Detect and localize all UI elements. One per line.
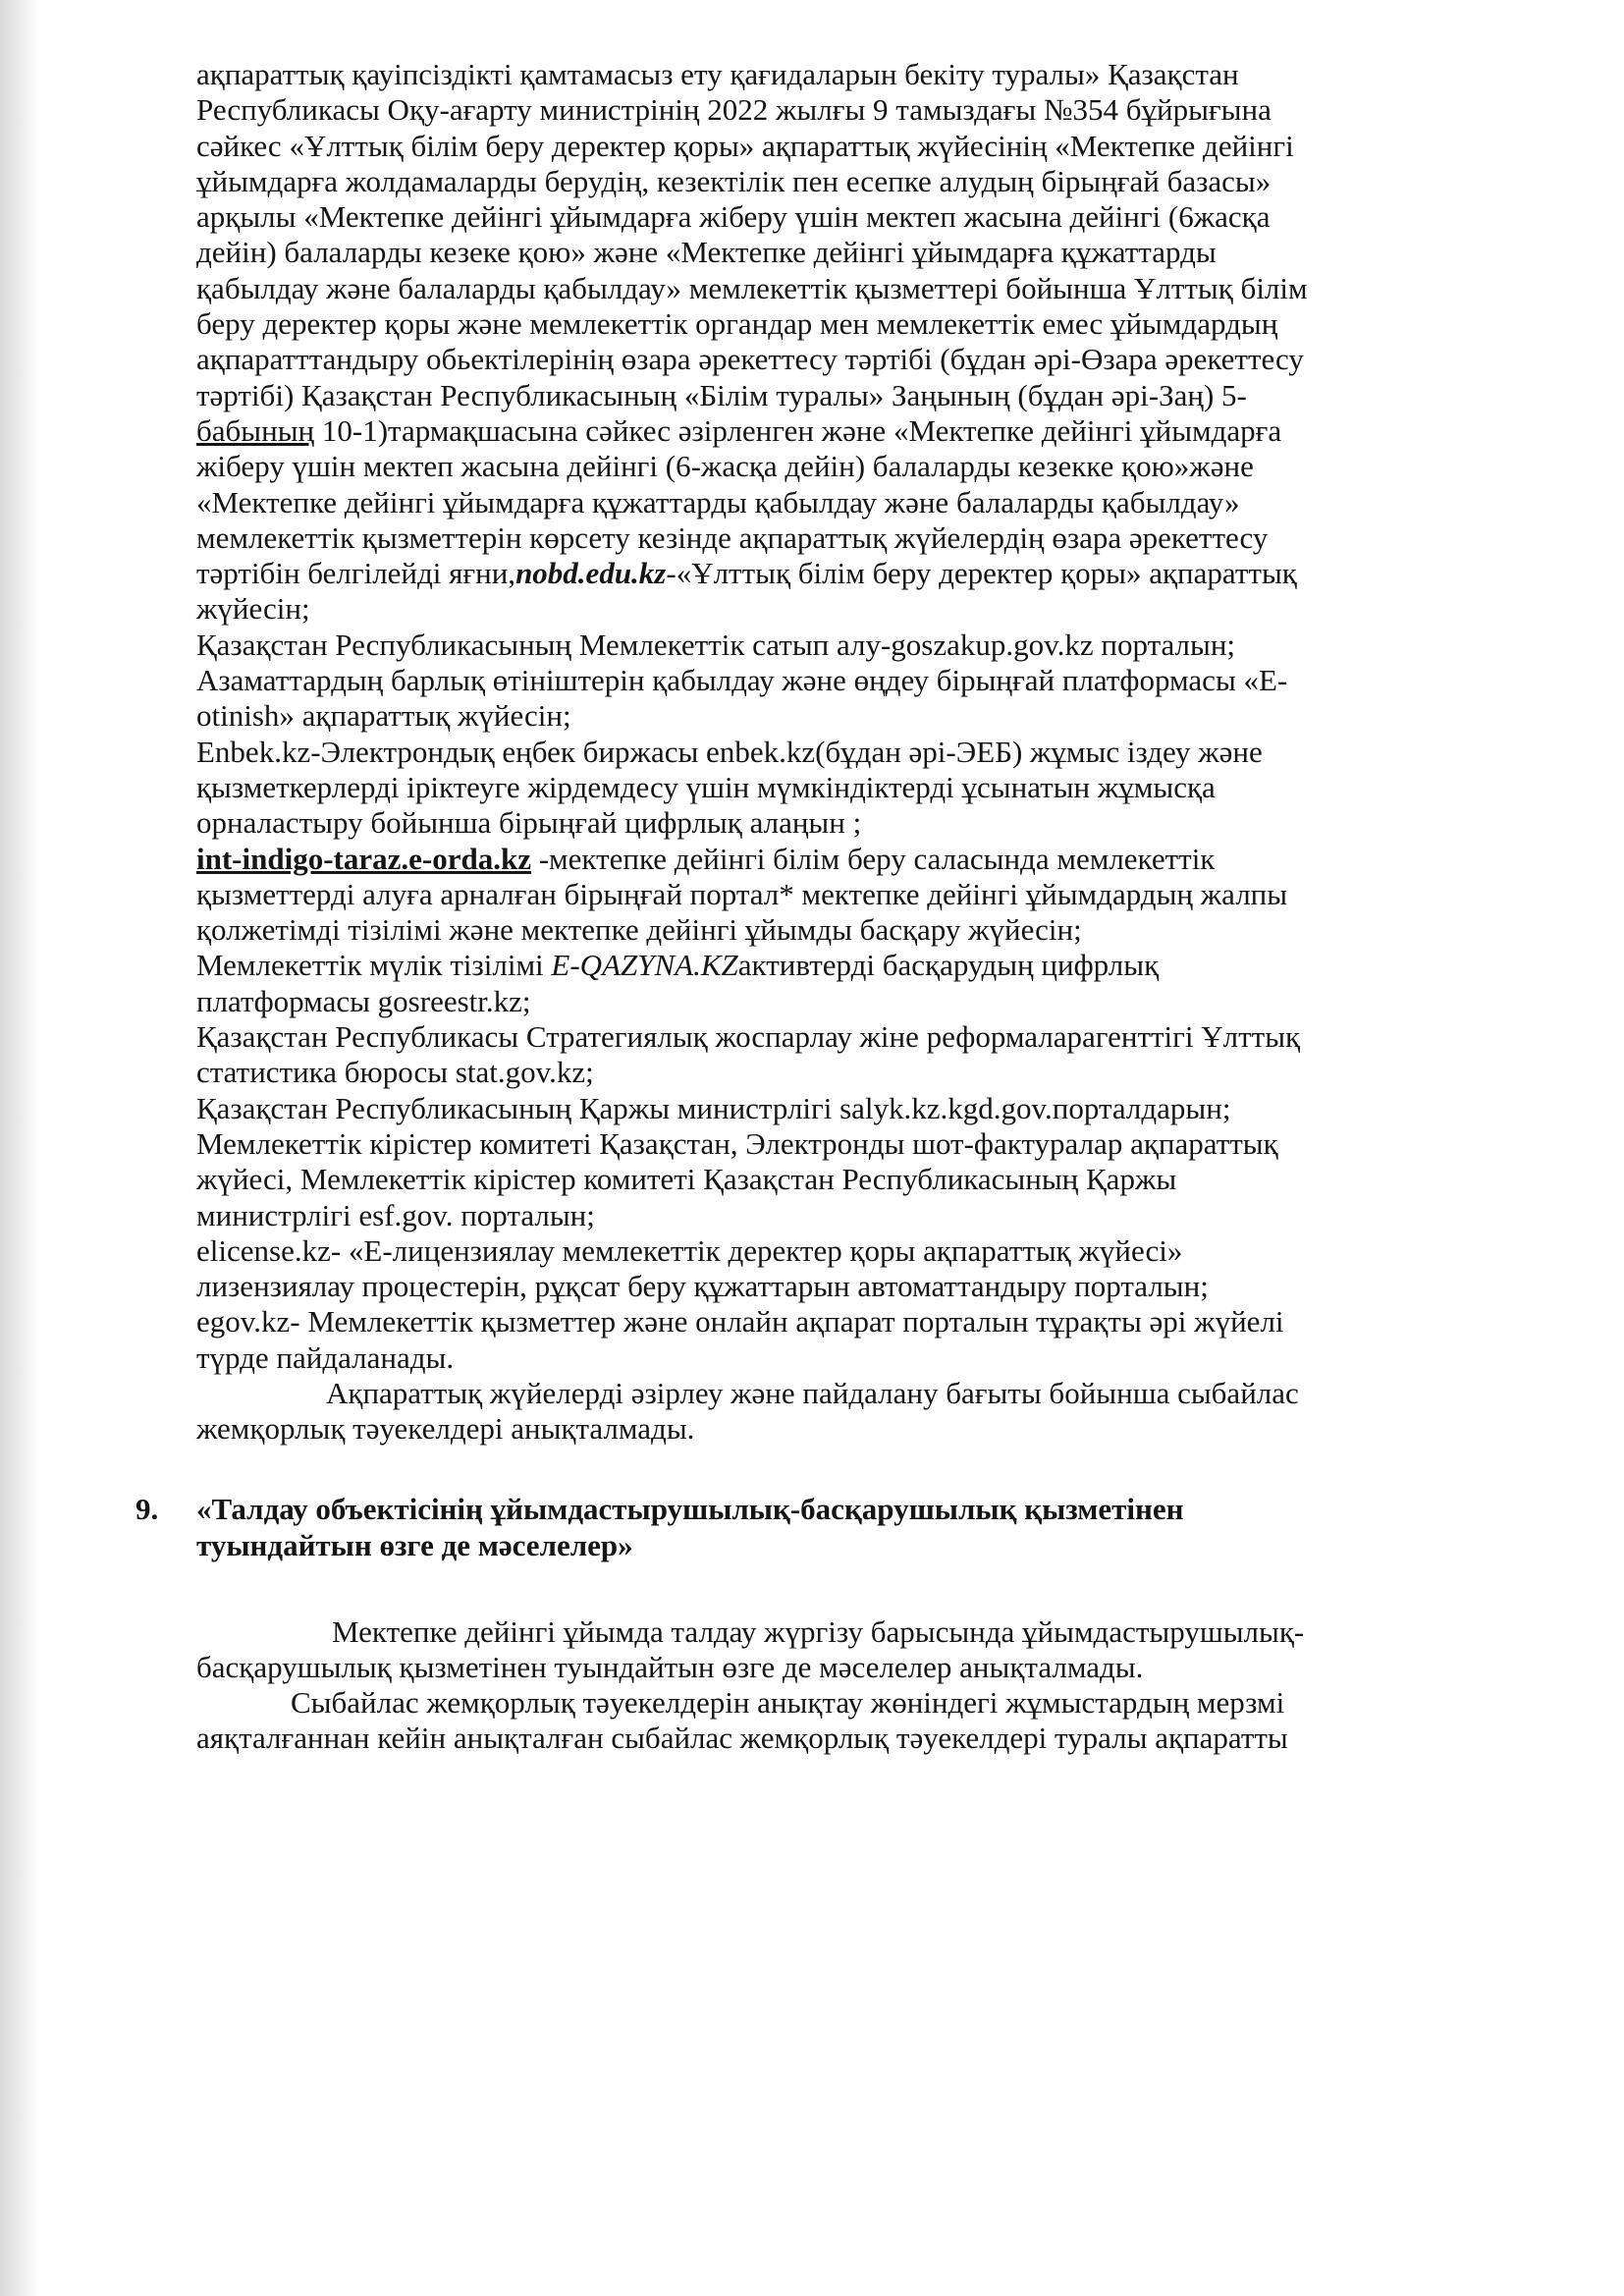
list-item: Қазақстан Республикасы Стратегиялық жоспарлау жіне реформаларагенттігі Ұлттық — [196, 1019, 1301, 1055]
text-line — [196, 413, 1591, 449]
list-item: қолжетімді тізілімі және мектепке дейінгі ұйымды басқару жүйесін; — [196, 912, 1082, 948]
text-line: ақпаратттандыру обьектілерінің өзара әрекеттесу тәртібі (бұдан әрі-Өзара әрекеттесу — [196, 342, 1304, 377]
scan-edge-shadow — [0, 0, 39, 2296]
list-item: министрлігі esf.gov. порталын; — [196, 1197, 595, 1232]
section-title-line: туындайтын өзге де мәселелер» — [196, 1527, 633, 1562]
text-line: басқарушылық қызметінен туындайтын өзге де мәселелер анықталмады. — [196, 1649, 1144, 1684]
list-item: Enbek.kz-Электрондық еңбек биржасы enbek.kz(бұдан әрі-ЭЕБ) жұмыс іздеу және — [196, 734, 1263, 769]
text-line: Ақпараттық жүйелерді әзірлеу және пайдалану бағыты бойынша сыбайлас — [326, 1375, 1299, 1410]
list-item: қызметтерді алуға арналған бірыңғай портал* мектепке дейінгі ұйымдардың жалпы — [196, 876, 1288, 911]
text-line: мемлекеттік қызметтерін көрсету кезінде ақпараттық жүйелердің өзара әрекеттесу — [196, 519, 1269, 555]
law-article-link[interactable]: бабының — [196, 412, 315, 448]
list-item: платформасы gosreestr.kz; — [196, 983, 531, 1018]
paragraph-conclusion — [196, 1614, 1591, 1757]
text-line: арқылы «Мектепке дейінгі ұйымдарға жіберу үшін мектеп жасына дейінгі (6жасқа — [196, 199, 1271, 235]
text-line: жемқорлық тәуекелдері анықталмады. — [196, 1411, 695, 1447]
text-line: жіберу үшін мектеп жасына дейінгі (6-жасқа дейін) балаларды кезекке қою»және — [196, 449, 1254, 484]
text-span: тәртібін белгілейді яғни, — [196, 556, 516, 591]
list-item — [196, 842, 1591, 877]
list-item: жүйесі, Мемлекеттік кірістер комитеті Қазақстан Республикасының Қаржы — [196, 1162, 1177, 1197]
list-item: лизензиялау процестерін, рұқсат беру құжаттарын автоматтандыру порталын; — [196, 1269, 1209, 1304]
list-item: otinish» ақпараттық жүйесін; — [196, 698, 571, 734]
paragraph-info-systems — [196, 57, 1591, 1448]
text-span: Мемлекеттік мүлік тізілімі — [196, 948, 552, 983]
text-line — [196, 556, 1591, 591]
text-span: -«Ұлттық білім беру деректер қоры» ақпараттық — [666, 556, 1297, 591]
list-item: Қазақстан Республикасының Мемлекеттік сатып алу-goszakup.gov.kz порталын; — [196, 627, 1236, 662]
section-title-line: «Талдау объектісінің ұйымдастырушылық-басқарушылық қызметінен — [196, 1491, 1184, 1526]
text-span: -мектепке дейінгі білім беру саласында мемлекеттік — [530, 841, 1216, 876]
section-heading — [135, 1491, 1591, 1563]
text-line: сәйкес «Ұлттық білім беру деректер қоры» ақпараттық жүйесінің «Мектепке дейінгі — [196, 128, 1294, 163]
list-item: egov.kz- Мемлекеттік қызметтер және онлайн ақпарат порталын тұрақты әрі жүйелі — [196, 1304, 1284, 1339]
text-line: ұйымдарға жолдамаларды берудің, кезектілік пен есепке алудың бірыңғай базасы» — [196, 163, 1272, 198]
text-line: Мектепке дейінгі ұйымда талдау жүргізу барысында ұйымдастырушылық- — [332, 1613, 1305, 1649]
list-item: түрде пайдаланады. — [196, 1339, 455, 1375]
list-item: орналастыру бойынша бірыңғай цифрлық алаңын ; — [196, 805, 862, 841]
nobd-link[interactable]: nobd.edu.kz — [515, 556, 667, 591]
list-item: elicense.kz- «Е-лицензиялау мемлекеттік деректер қоры ақпараттық жүйесі» — [196, 1232, 1183, 1268]
list-item: Азаматтардың барлық өтініштерін қабылдау және өңдеу бірыңғай платформасы «Е- — [196, 663, 1288, 698]
text-line: Сыбайлас жемқорлық тәуекелдерін анықтау жөніндегі жұмыстардың мерзмі — [291, 1685, 1285, 1721]
text-line: беру деректер қоры және мемлекеттік органдар мен мемлекеттік емес ұйымдардың — [196, 306, 1278, 342]
qazyna-link[interactable]: E-QAZYNA.KZ — [551, 948, 738, 983]
list-item — [196, 948, 1591, 983]
text-line: жүйесін; — [196, 591, 310, 627]
text-span: активтерді басқарудың цифрлық — [737, 948, 1160, 983]
text-line: тәртібі) Қазақстан Республикасының «Білім туралы» Заңының (бұдан әрі-Заң) 5- — [196, 377, 1247, 412]
text-span: 10-1)тармақшасына сәйкес әзірленген және «Мектепке дейінгі ұйымдарға — [314, 412, 1282, 448]
text-line: қабылдау және балаларды қабылдау» мемлекеттік қызметтері бойынша Ұлттық білім — [196, 270, 1308, 305]
list-item: Мемлекеттік кірістер комитеті Қазақстан, Электронды шот-фактуралар ақпараттық — [196, 1125, 1278, 1161]
text-line: Республикасы Оқу-ағарту министрінің 2022 жылғы 9 тамыздағы №354 бұйрығына — [196, 92, 1272, 128]
list-item: қызметкерлерді іріктеуге жірдемдесу үшін мүмкіндіктерді ұсынатын жұмысқа — [196, 769, 1216, 804]
text-line: ақпараттық қауіпсіздікті қамтамасыз ету қағидаларын бекіту туралы» Қазақстан — [196, 57, 1239, 91]
text-line: дейін) балаларды кезеке қою» және «Мектепке дейінгі ұйымдарға құжаттарды — [196, 235, 1217, 270]
section-number: 9. — [135, 1491, 159, 1526]
list-item: Қазақстан Республикасының Қаржы министрлігі salyk.kz.kgd.gov.порталдарын; — [196, 1090, 1231, 1125]
text-line: аяқталғаннан кейін анықталған сыбайлас жемқорлық тәуекелдері туралы ақпаратты — [196, 1721, 1288, 1756]
spacer — [196, 1563, 1591, 1614]
document-page — [135, 57, 1591, 1757]
indigo-link[interactable]: int-indigo-taraz.e-orda.kz — [196, 841, 531, 876]
text-line: «Мектепке дейінгі ұйымдарға құжаттарды қабылдау және балаларды қабылдау» — [196, 484, 1240, 519]
list-item: статистика бюросы stat.gov.kz; — [196, 1055, 594, 1090]
